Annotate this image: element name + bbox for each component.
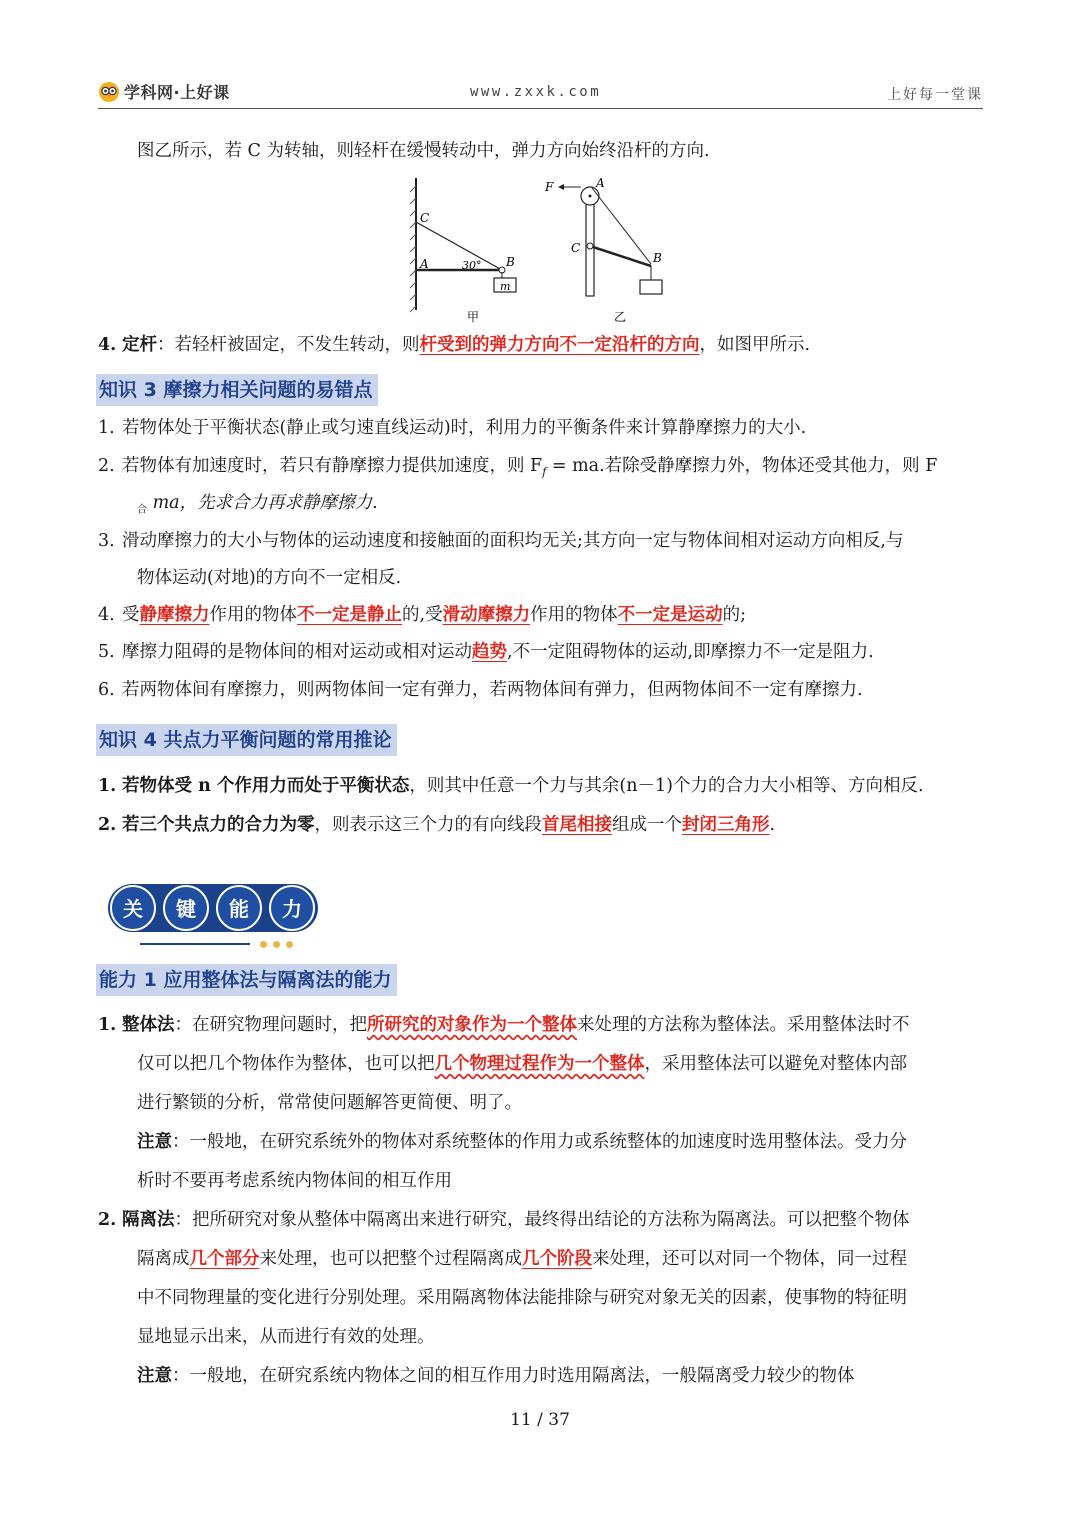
key-ability-banner [108, 884, 318, 932]
key-ability-char-1: 关 [110, 885, 156, 931]
figure-jia [410, 178, 516, 324]
k3-item-6: 6. 若两物体间有摩擦力，则两物体间一定有弹力，若两物体间有弹力，但两物体间不一定有摩擦力. [98, 680, 863, 700]
heading-k3: 知识 3 摩擦力相关问题的易错点 [96, 374, 378, 406]
angle-label: 30° [462, 259, 482, 272]
point-4: 4. 定杆：若轻杆被固定，不发生转动，则杆受到的弹力方向不一定沿杆的方向，如图甲所示. [98, 335, 811, 355]
heading-k4: 知识 4 共点力平衡问题的常用推论 [96, 724, 397, 756]
k3-item-2-cont: $_合$ ma，先求合力再求静摩擦力. [137, 493, 378, 516]
label-a-yi: A [596, 176, 605, 190]
k3-item-4: 4. 受静摩擦力作用的物体不一定是静止的,受滑动摩擦力作用的物体不一定是运动的; [98, 605, 746, 625]
label-m: m [500, 280, 511, 293]
logo-text: 学科网·上好课 [124, 82, 230, 102]
label-c-yi: C [571, 241, 581, 255]
figure-label-jia: 甲 [467, 310, 480, 324]
site-url: www.zxxk.com [470, 84, 602, 100]
page-header [98, 76, 983, 109]
k4-item-1: 1. 若物体受 n 个作用力而处于平衡状态，则其中任意一个力与其余(n－1)个力的合力大小相等、方向相反. [98, 776, 924, 796]
label-b-jia: B [506, 255, 515, 269]
a1-p2-line2: 隔离成几个部分来处理，也可以把整个过程隔离成几个阶段来处理，还可以对同一个物体，同一过程 [137, 1249, 907, 1269]
label-c-jia: C [420, 211, 430, 225]
banner-underline [140, 943, 250, 945]
logo [98, 78, 230, 104]
page-number: 11 / 37 [510, 1410, 570, 1430]
a1-p1-line2: 仅可以把几个物体作为整体，也可以把几个物理过程作为一个整体，采用整体法可以避免对整体内部 [137, 1054, 907, 1074]
rod-figures [400, 172, 690, 328]
k3-item-2: 2. 若物体有加速度时，若只有静摩擦力提供加速度，则 $F_f$ = ma.若除受静摩擦力外，物体还受其他力，则 F [98, 456, 938, 479]
a1-p1-line1: 1. 整体法：在研究物理问题时，把所研究的对象作为一个整体来处理的方法称为整体法。采用整体法时不 [98, 1015, 910, 1035]
heading-a1: 能力 1 应用整体法与隔离法的能力 [96, 964, 397, 996]
a1-p1-line3: 进行繁锁的分析，常常使问题解答更简便、明了。 [137, 1093, 522, 1113]
label-f: F [545, 180, 554, 194]
label-a-jia: A [420, 257, 429, 271]
banner-dot [273, 941, 280, 948]
a1-p2-note: 注意：一般地，在研究系统内物体之间的相互作用力时选用隔离法，一般隔离受力较少的物体 [137, 1366, 855, 1386]
a1-p1-note1: 注意：一般地，在研究系统外的物体对系统整体的作用力或系统整体的加速度时选用整体法。受力分 [137, 1132, 907, 1152]
a1-p1-note2: 析时不要再考虑系统内物体间的相互作用 [137, 1171, 452, 1191]
key-ability-char-3: 能 [216, 885, 262, 931]
banner-dot [260, 941, 267, 948]
k3-item-3: 3. 滑动摩擦力的大小与物体的运动速度和接触面的面积均无关;其方向一定与物体间相对运动方向相反,与 [98, 531, 904, 551]
figure-label-yi: 乙 [614, 310, 627, 324]
k3-item-3-cont: 物体运动(对地)的方向不一定相反. [137, 568, 402, 588]
a1-p2-line4: 显地显示出来，从而进行有效的处理。 [137, 1327, 435, 1347]
k3-item-1: 1. 若物体处于平衡状态(静止或匀速直线运动)时，利用力的平衡条件来计算静摩擦力的大小. [98, 418, 807, 438]
header-slogan: 上好每一堂课 [887, 87, 983, 103]
label-b-yi: B [653, 251, 662, 265]
a1-p2-line1: 2. 隔离法：把所研究对象从整体中隔离出来进行研究，最终得出结论的方法称为隔离法。可以把整个物体 [98, 1210, 910, 1230]
banner-dot [286, 941, 293, 948]
k3-item-5: 5. 摩擦力阻碍的是物体间的相对运动或相对运动趋势,不一定阻碍物体的运动,即摩擦力不一定是阻力. [98, 642, 874, 662]
figure-yi [544, 176, 662, 324]
key-ability-char-4: 力 [269, 885, 315, 931]
key-ability-char-2: 键 [163, 885, 209, 931]
a1-p2-line3: 中不同物理量的变化进行分别处理。采用隔离物体法能排除与研究对象无关的因素，使事物的特征明 [137, 1288, 907, 1308]
owl-logo-icon [98, 80, 120, 102]
intro-line: 图乙所示，若 C 为转轴，则轻杆在缓慢转动中，弹力方向始终沿杆的方向. [137, 141, 710, 161]
k4-item-2: 2. 若三个共点力的合力为零，则表示这三个力的有向线段首尾相接组成一个封闭三角形. [98, 815, 776, 835]
